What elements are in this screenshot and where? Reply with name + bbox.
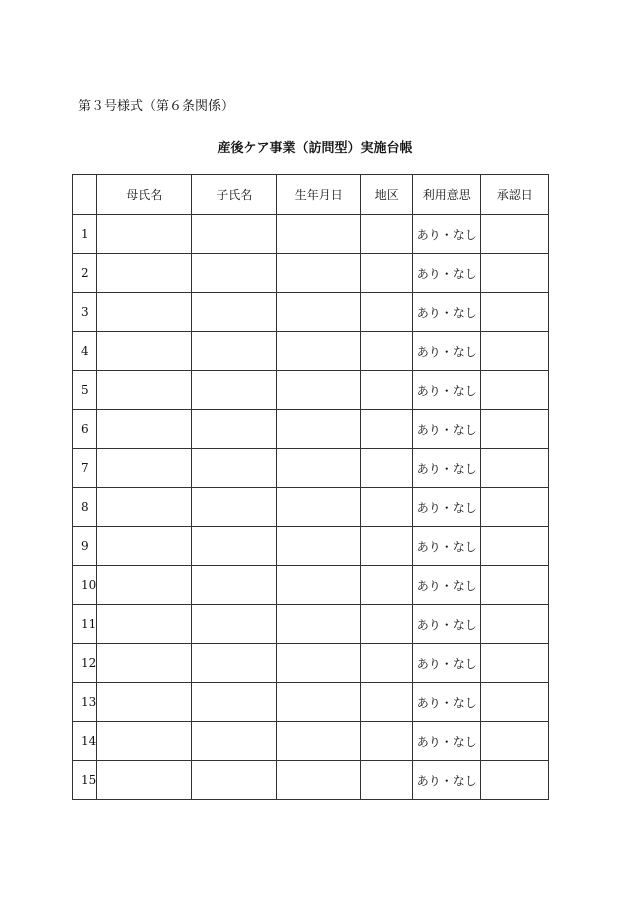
mother-name-cell[interactable] bbox=[97, 722, 192, 761]
usage-intent-cell[interactable]: あり・なし bbox=[413, 566, 481, 605]
child-name-cell[interactable] bbox=[192, 605, 277, 644]
child-name-cell[interactable] bbox=[192, 488, 277, 527]
approval-date-cell[interactable] bbox=[481, 371, 549, 410]
row-number: 1 bbox=[73, 215, 97, 254]
header-row bbox=[73, 175, 549, 215]
birth-date-cell[interactable] bbox=[277, 449, 361, 488]
approval-date-cell[interactable] bbox=[481, 488, 549, 527]
child-name-cell[interactable] bbox=[192, 254, 277, 293]
approval-date-cell[interactable] bbox=[481, 722, 549, 761]
district-cell[interactable] bbox=[361, 371, 413, 410]
district-cell[interactable] bbox=[361, 722, 413, 761]
row-number: 6 bbox=[73, 410, 97, 449]
table-row bbox=[73, 722, 549, 761]
child-name-cell[interactable] bbox=[192, 215, 277, 254]
usage-intent-cell[interactable]: あり・なし bbox=[413, 722, 481, 761]
table-row bbox=[73, 605, 549, 644]
birth-date-cell[interactable] bbox=[277, 488, 361, 527]
district-cell[interactable] bbox=[361, 254, 413, 293]
ledger-table bbox=[72, 174, 549, 800]
mother-name-cell[interactable] bbox=[97, 566, 192, 605]
usage-intent-cell[interactable]: あり・なし bbox=[413, 215, 481, 254]
table-row bbox=[73, 410, 549, 449]
approval-date-cell[interactable] bbox=[481, 761, 549, 800]
child-name-cell[interactable] bbox=[192, 371, 277, 410]
header-approval-date: 承認日 bbox=[481, 175, 549, 215]
mother-name-cell[interactable] bbox=[97, 254, 192, 293]
row-number: 14 bbox=[73, 722, 97, 761]
mother-name-cell[interactable] bbox=[97, 215, 192, 254]
usage-intent-cell[interactable]: あり・なし bbox=[413, 605, 481, 644]
birth-date-cell[interactable] bbox=[277, 332, 361, 371]
child-name-cell[interactable] bbox=[192, 293, 277, 332]
row-number: 12 bbox=[73, 644, 97, 683]
row-number: 9 bbox=[73, 527, 97, 566]
child-name-cell[interactable] bbox=[192, 683, 277, 722]
birth-date-cell[interactable] bbox=[277, 683, 361, 722]
district-cell[interactable] bbox=[361, 605, 413, 644]
table-row bbox=[73, 683, 549, 722]
row-number: 8 bbox=[73, 488, 97, 527]
table-row bbox=[73, 215, 549, 254]
birth-date-cell[interactable] bbox=[277, 605, 361, 644]
approval-date-cell[interactable] bbox=[481, 254, 549, 293]
district-cell[interactable] bbox=[361, 293, 413, 332]
row-number: 13 bbox=[73, 683, 97, 722]
birth-date-cell[interactable] bbox=[277, 215, 361, 254]
usage-intent-cell[interactable]: あり・なし bbox=[413, 293, 481, 332]
table-row bbox=[73, 293, 549, 332]
child-name-cell[interactable] bbox=[192, 410, 277, 449]
birth-date-cell[interactable] bbox=[277, 644, 361, 683]
usage-intent-cell[interactable]: あり・なし bbox=[413, 371, 481, 410]
district-cell[interactable] bbox=[361, 566, 413, 605]
district-cell[interactable] bbox=[361, 332, 413, 371]
approval-date-cell[interactable] bbox=[481, 410, 549, 449]
table-row bbox=[73, 371, 549, 410]
row-number: 15 bbox=[73, 761, 97, 800]
mother-name-cell[interactable] bbox=[97, 683, 192, 722]
birth-date-cell[interactable] bbox=[277, 527, 361, 566]
row-number: 3 bbox=[73, 293, 97, 332]
mother-name-cell[interactable] bbox=[97, 449, 192, 488]
row-number: 7 bbox=[73, 449, 97, 488]
approval-date-cell[interactable] bbox=[481, 644, 549, 683]
header-mother-name: 母氏名 bbox=[97, 175, 192, 215]
child-name-cell[interactable] bbox=[192, 566, 277, 605]
header-district: 地区 bbox=[361, 175, 413, 215]
usage-intent-cell[interactable]: あり・なし bbox=[413, 254, 481, 293]
district-cell[interactable] bbox=[361, 527, 413, 566]
header-child-name: 子氏名 bbox=[192, 175, 277, 215]
approval-date-cell[interactable] bbox=[481, 332, 549, 371]
table-row bbox=[73, 332, 549, 371]
child-name-cell[interactable] bbox=[192, 761, 277, 800]
usage-intent-cell[interactable]: あり・なし bbox=[413, 761, 481, 800]
mother-name-cell[interactable] bbox=[97, 371, 192, 410]
table-row bbox=[73, 761, 549, 800]
district-cell[interactable] bbox=[361, 215, 413, 254]
mother-name-cell[interactable] bbox=[97, 761, 192, 800]
row-number: 4 bbox=[73, 332, 97, 371]
usage-intent-cell[interactable]: あり・なし bbox=[413, 644, 481, 683]
table-row bbox=[73, 644, 549, 683]
approval-date-cell[interactable] bbox=[481, 566, 549, 605]
birth-date-cell[interactable] bbox=[277, 254, 361, 293]
usage-intent-cell[interactable]: あり・なし bbox=[413, 683, 481, 722]
mother-name-cell[interactable] bbox=[97, 332, 192, 371]
child-name-cell[interactable] bbox=[192, 332, 277, 371]
document-title: 産後ケア事業（訪問型）実施台帳 bbox=[217, 141, 413, 156]
approval-date-cell[interactable] bbox=[481, 449, 549, 488]
table-row bbox=[73, 566, 549, 605]
row-number: 2 bbox=[73, 254, 97, 293]
header-number bbox=[73, 175, 97, 215]
mother-name-cell[interactable] bbox=[97, 527, 192, 566]
birth-date-cell[interactable] bbox=[277, 761, 361, 800]
table-row bbox=[73, 527, 549, 566]
birth-date-cell[interactable] bbox=[277, 371, 361, 410]
child-name-cell[interactable] bbox=[192, 722, 277, 761]
district-cell[interactable] bbox=[361, 644, 413, 683]
district-cell[interactable] bbox=[361, 449, 413, 488]
mother-name-cell[interactable] bbox=[97, 410, 192, 449]
child-name-cell[interactable] bbox=[192, 449, 277, 488]
mother-name-cell[interactable] bbox=[97, 644, 192, 683]
table-row bbox=[73, 254, 549, 293]
usage-intent-cell[interactable]: あり・なし bbox=[413, 527, 481, 566]
usage-intent-cell[interactable]: あり・なし bbox=[413, 332, 481, 371]
birth-date-cell[interactable] bbox=[277, 566, 361, 605]
form-number: 第３号様式（第６条関係） bbox=[78, 99, 235, 114]
row-number: 10 bbox=[73, 566, 97, 605]
usage-intent-cell[interactable]: あり・なし bbox=[413, 488, 481, 527]
mother-name-cell[interactable] bbox=[97, 293, 192, 332]
header-usage-intent: 利用意思 bbox=[413, 175, 481, 215]
approval-date-cell[interactable] bbox=[481, 683, 549, 722]
usage-intent-cell[interactable]: あり・なし bbox=[413, 410, 481, 449]
usage-intent-cell[interactable]: あり・なし bbox=[413, 449, 481, 488]
approval-date-cell[interactable] bbox=[481, 605, 549, 644]
row-number: 5 bbox=[73, 371, 97, 410]
header-birth-date: 生年月日 bbox=[277, 175, 361, 215]
district-cell[interactable] bbox=[361, 761, 413, 800]
district-cell[interactable] bbox=[361, 488, 413, 527]
row-number: 11 bbox=[73, 605, 97, 644]
approval-date-cell[interactable] bbox=[481, 527, 549, 566]
birth-date-cell[interactable] bbox=[277, 410, 361, 449]
child-name-cell[interactable] bbox=[192, 644, 277, 683]
birth-date-cell[interactable] bbox=[277, 722, 361, 761]
approval-date-cell[interactable] bbox=[481, 293, 549, 332]
mother-name-cell[interactable] bbox=[97, 488, 192, 527]
table-row bbox=[73, 449, 549, 488]
district-cell[interactable] bbox=[361, 410, 413, 449]
approval-date-cell[interactable] bbox=[481, 215, 549, 254]
district-cell[interactable] bbox=[361, 683, 413, 722]
table-row bbox=[73, 488, 549, 527]
child-name-cell[interactable] bbox=[192, 527, 277, 566]
mother-name-cell[interactable] bbox=[97, 605, 192, 644]
birth-date-cell[interactable] bbox=[277, 293, 361, 332]
